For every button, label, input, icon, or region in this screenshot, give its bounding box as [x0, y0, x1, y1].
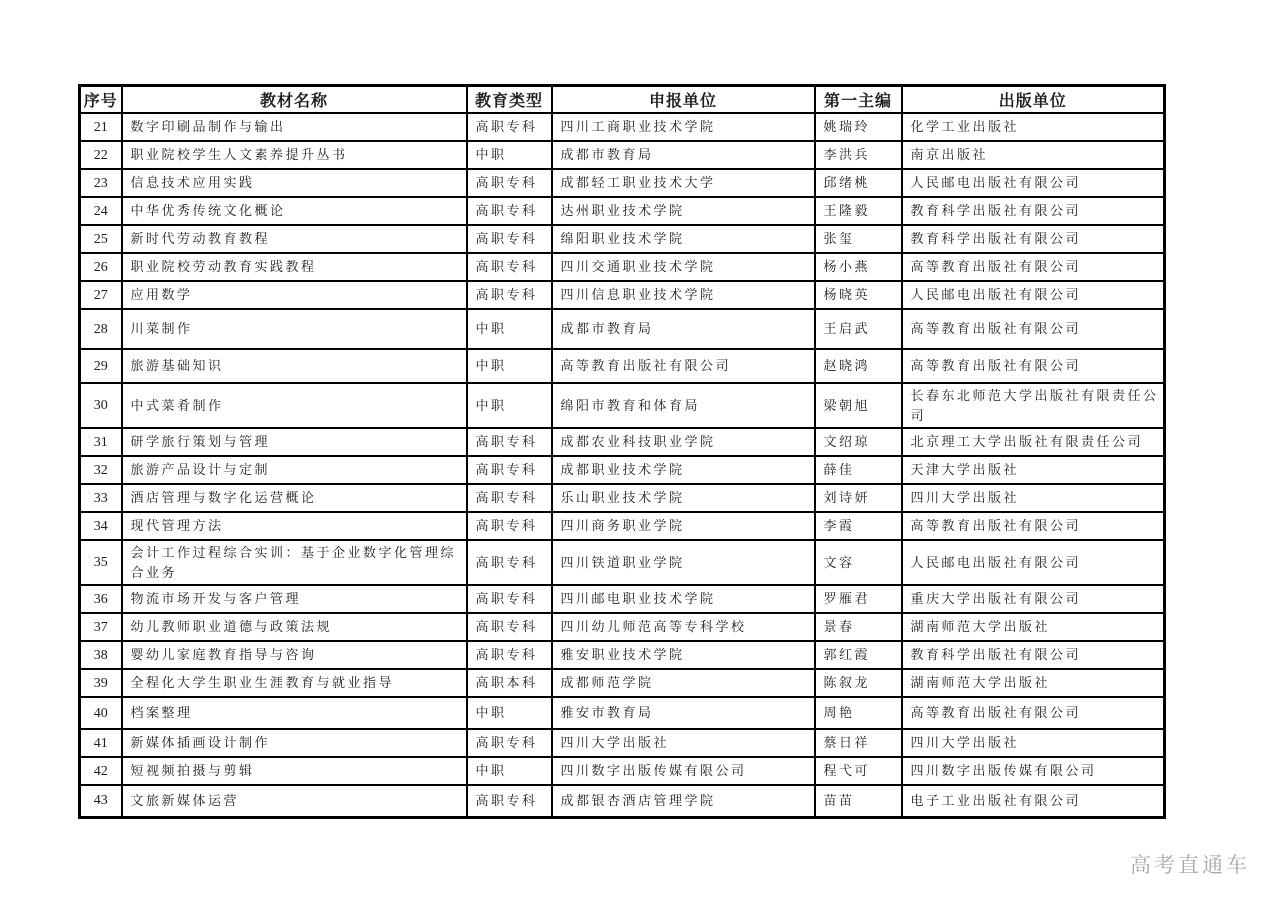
- cell-no: 29: [80, 349, 122, 383]
- cell-editor: 梁朝旭: [815, 383, 902, 428]
- cell-publisher: 高等教育出版社有限公司: [902, 309, 1165, 349]
- cell-type: 高职专科: [467, 785, 552, 817]
- cell-title: 中华优秀传统文化概论: [122, 197, 467, 225]
- cell-no: 43: [80, 785, 122, 817]
- table-body: [80, 113, 1165, 817]
- cell-type: 中职: [467, 757, 552, 785]
- cell-type: 高职专科: [467, 169, 552, 197]
- cell-editor: 文容: [815, 540, 902, 585]
- cell-publisher: 四川数字出版传媒有限公司: [902, 757, 1165, 785]
- cell-type: 中职: [467, 309, 552, 349]
- cell-publisher: 四川大学出版社: [902, 729, 1165, 757]
- cell-applicant: 成都银杏酒店管理学院: [552, 785, 815, 817]
- cell-no: 42: [80, 757, 122, 785]
- cell-title: 研学旅行策划与管理: [122, 428, 467, 456]
- cell-title: 中式菜肴制作: [122, 383, 467, 428]
- cell-type: 高职专科: [467, 281, 552, 309]
- cell-title: 旅游基础知识: [122, 349, 467, 383]
- cell-editor: 李霞: [815, 512, 902, 540]
- cell-editor: 郭红霞: [815, 641, 902, 669]
- cell-editor: 景春: [815, 613, 902, 641]
- cell-publisher: 四川大学出版社: [902, 484, 1165, 512]
- cell-title: 旅游产品设计与定制: [122, 456, 467, 484]
- cell-editor: 刘诗妍: [815, 484, 902, 512]
- cell-applicant: 达州职业技术学院: [552, 197, 815, 225]
- cell-publisher: 化学工业出版社: [902, 113, 1165, 141]
- cell-applicant: 四川铁道职业学院: [552, 540, 815, 585]
- cell-editor: 李洪兵: [815, 141, 902, 169]
- table-row: [80, 428, 1165, 456]
- cell-publisher: 电子工业出版社有限公司: [902, 785, 1165, 817]
- table-row: [80, 669, 1165, 697]
- cell-editor: 杨晓英: [815, 281, 902, 309]
- cell-title: 新时代劳动教育教程: [122, 225, 467, 253]
- cell-title: 信息技术应用实践: [122, 169, 467, 197]
- table-row: [80, 729, 1165, 757]
- table-row: [80, 785, 1165, 817]
- cell-publisher: 教育科学出版社有限公司: [902, 197, 1165, 225]
- table-row: [80, 540, 1165, 585]
- table-row: [80, 281, 1165, 309]
- cell-publisher: 高等教育出版社有限公司: [902, 512, 1165, 540]
- table-row: [80, 697, 1165, 729]
- cell-publisher: 湖南师范大学出版社: [902, 669, 1165, 697]
- cell-publisher: 人民邮电出版社有限公司: [902, 540, 1165, 585]
- table-row: [80, 585, 1165, 613]
- cell-no: 39: [80, 669, 122, 697]
- cell-applicant: 乐山职业技术学院: [552, 484, 815, 512]
- cell-applicant: 雅安职业技术学院: [552, 641, 815, 669]
- cell-editor: 王启武: [815, 309, 902, 349]
- cell-type: 高职专科: [467, 456, 552, 484]
- cell-no: 27: [80, 281, 122, 309]
- table-row: [80, 512, 1165, 540]
- cell-type: 高职本科: [467, 669, 552, 697]
- cell-no: 37: [80, 613, 122, 641]
- cell-title: 应用数学: [122, 281, 467, 309]
- cell-type: 高职专科: [467, 512, 552, 540]
- cell-applicant: 四川交通职业技术学院: [552, 253, 815, 281]
- cell-title: 物流市场开发与客户管理: [122, 585, 467, 613]
- cell-applicant: 四川幼儿师范高等专科学校: [552, 613, 815, 641]
- cell-type: 高职专科: [467, 613, 552, 641]
- cell-title: 酒店管理与数字化运营概论: [122, 484, 467, 512]
- cell-applicant: 四川商务职业学院: [552, 512, 815, 540]
- cell-no: 21: [80, 113, 122, 141]
- cell-no: 24: [80, 197, 122, 225]
- table-row: [80, 113, 1165, 141]
- cell-no: 30: [80, 383, 122, 428]
- column-header: 序号: [80, 86, 122, 114]
- cell-no: 22: [80, 141, 122, 169]
- cell-no: 34: [80, 512, 122, 540]
- cell-type: 高职专科: [467, 113, 552, 141]
- cell-editor: 陈叙龙: [815, 669, 902, 697]
- cell-type: 高职专科: [467, 428, 552, 456]
- cell-applicant: 四川大学出版社: [552, 729, 815, 757]
- cell-title: 会计工作过程综合实训：基于企业数字化管理综合业务: [122, 540, 467, 585]
- cell-editor: 邱绪桃: [815, 169, 902, 197]
- column-header: 教育类型: [467, 86, 552, 114]
- table-row: [80, 197, 1165, 225]
- table-row: [80, 484, 1165, 512]
- cell-type: 高职专科: [467, 641, 552, 669]
- column-header: 申报单位: [552, 86, 815, 114]
- cell-applicant: 绵阳职业技术学院: [552, 225, 815, 253]
- cell-publisher: 高等教育出版社有限公司: [902, 349, 1165, 383]
- table-row: [80, 757, 1165, 785]
- column-header: 第一主编: [815, 86, 902, 114]
- cell-type: 高职专科: [467, 197, 552, 225]
- cell-publisher: 重庆大学出版社有限公司: [902, 585, 1165, 613]
- cell-publisher: 高等教育出版社有限公司: [902, 697, 1165, 729]
- cell-editor: 文绍琼: [815, 428, 902, 456]
- cell-title: 档案整理: [122, 697, 467, 729]
- cell-publisher: 高等教育出版社有限公司: [902, 253, 1165, 281]
- cell-no: 31: [80, 428, 122, 456]
- cell-applicant: 成都职业技术学院: [552, 456, 815, 484]
- cell-type: 中职: [467, 697, 552, 729]
- cell-editor: 程弋可: [815, 757, 902, 785]
- table-row: [80, 309, 1165, 349]
- cell-publisher: 南京出版社: [902, 141, 1165, 169]
- cell-applicant: 四川信息职业技术学院: [552, 281, 815, 309]
- cell-applicant: 高等教育出版社有限公司: [552, 349, 815, 383]
- cell-type: 中职: [467, 383, 552, 428]
- cell-publisher: 人民邮电出版社有限公司: [902, 169, 1165, 197]
- cell-publisher: 北京理工大学出版社有限责任公司: [902, 428, 1165, 456]
- table-row: [80, 613, 1165, 641]
- cell-no: 35: [80, 540, 122, 585]
- cell-no: 38: [80, 641, 122, 669]
- cell-no: 26: [80, 253, 122, 281]
- cell-no: 32: [80, 456, 122, 484]
- cell-publisher: 教育科学出版社有限公司: [902, 641, 1165, 669]
- cell-applicant: 四川数字出版传媒有限公司: [552, 757, 815, 785]
- textbook-table: [78, 84, 1166, 819]
- table-row: [80, 169, 1165, 197]
- cell-applicant: 四川邮电职业技术学院: [552, 585, 815, 613]
- cell-title: 职业院校劳动教育实践教程: [122, 253, 467, 281]
- cell-title: 新媒体插画设计制作: [122, 729, 467, 757]
- cell-publisher: 湖南师范大学出版社: [902, 613, 1165, 641]
- cell-applicant: 成都轻工职业技术大学: [552, 169, 815, 197]
- cell-no: 23: [80, 169, 122, 197]
- cell-editor: 王隆毅: [815, 197, 902, 225]
- cell-type: 高职专科: [467, 540, 552, 585]
- cell-editor: 罗雁君: [815, 585, 902, 613]
- cell-applicant: 成都师范学院: [552, 669, 815, 697]
- cell-applicant: 成都农业科技职业学院: [552, 428, 815, 456]
- header-row: [80, 86, 1165, 114]
- cell-applicant: 成都市教育局: [552, 309, 815, 349]
- cell-no: 33: [80, 484, 122, 512]
- cell-editor: 赵晓鸿: [815, 349, 902, 383]
- cell-editor: 苗苗: [815, 785, 902, 817]
- cell-type: 高职专科: [467, 729, 552, 757]
- cell-title: 幼儿教师职业道德与政策法规: [122, 613, 467, 641]
- cell-title: 婴幼儿家庭教育指导与咨询: [122, 641, 467, 669]
- cell-applicant: 绵阳市教育和体育局: [552, 383, 815, 428]
- cell-publisher: 教育科学出版社有限公司: [902, 225, 1165, 253]
- cell-editor: 薛佳: [815, 456, 902, 484]
- table-row: [80, 225, 1165, 253]
- cell-type: 高职专科: [467, 253, 552, 281]
- cell-type: 中职: [467, 141, 552, 169]
- cell-editor: 张玺: [815, 225, 902, 253]
- cell-no: 28: [80, 309, 122, 349]
- table-row: [80, 141, 1165, 169]
- cell-no: 40: [80, 697, 122, 729]
- cell-type: 高职专科: [467, 585, 552, 613]
- cell-applicant: 四川工商职业技术学院: [552, 113, 815, 141]
- cell-type: 高职专科: [467, 484, 552, 512]
- cell-editor: 蔡日祥: [815, 729, 902, 757]
- cell-title: 川菜制作: [122, 309, 467, 349]
- cell-no: 25: [80, 225, 122, 253]
- table-row: [80, 641, 1165, 669]
- cell-type: 高职专科: [467, 225, 552, 253]
- cell-editor: 周艳: [815, 697, 902, 729]
- cell-publisher: 天津大学出版社: [902, 456, 1165, 484]
- watermark: 高考直通车: [1130, 853, 1250, 877]
- cell-no: 36: [80, 585, 122, 613]
- cell-publisher: 长春东北师范大学出版社有限责任公司: [902, 383, 1165, 428]
- column-header: 教材名称: [122, 86, 467, 114]
- cell-title: 全程化大学生职业生涯教育与就业指导: [122, 669, 467, 697]
- cell-applicant: 成都市教育局: [552, 141, 815, 169]
- cell-title: 短视频拍摄与剪辑: [122, 757, 467, 785]
- cell-title: 数字印刷品制作与输出: [122, 113, 467, 141]
- table-row: [80, 383, 1165, 428]
- table-row: [80, 349, 1165, 383]
- cell-applicant: 雅安市教育局: [552, 697, 815, 729]
- table-row: [80, 253, 1165, 281]
- cell-title: 现代管理方法: [122, 512, 467, 540]
- cell-publisher: 人民邮电出版社有限公司: [902, 281, 1165, 309]
- cell-editor: 杨小燕: [815, 253, 902, 281]
- table-row: [80, 456, 1165, 484]
- column-header: 出版单位: [902, 86, 1165, 114]
- cell-title: 文旅新媒体运营: [122, 785, 467, 817]
- cell-no: 41: [80, 729, 122, 757]
- cell-title: 职业院校学生人文素养提升丛书: [122, 141, 467, 169]
- cell-editor: 姚瑞玲: [815, 113, 902, 141]
- cell-type: 中职: [467, 349, 552, 383]
